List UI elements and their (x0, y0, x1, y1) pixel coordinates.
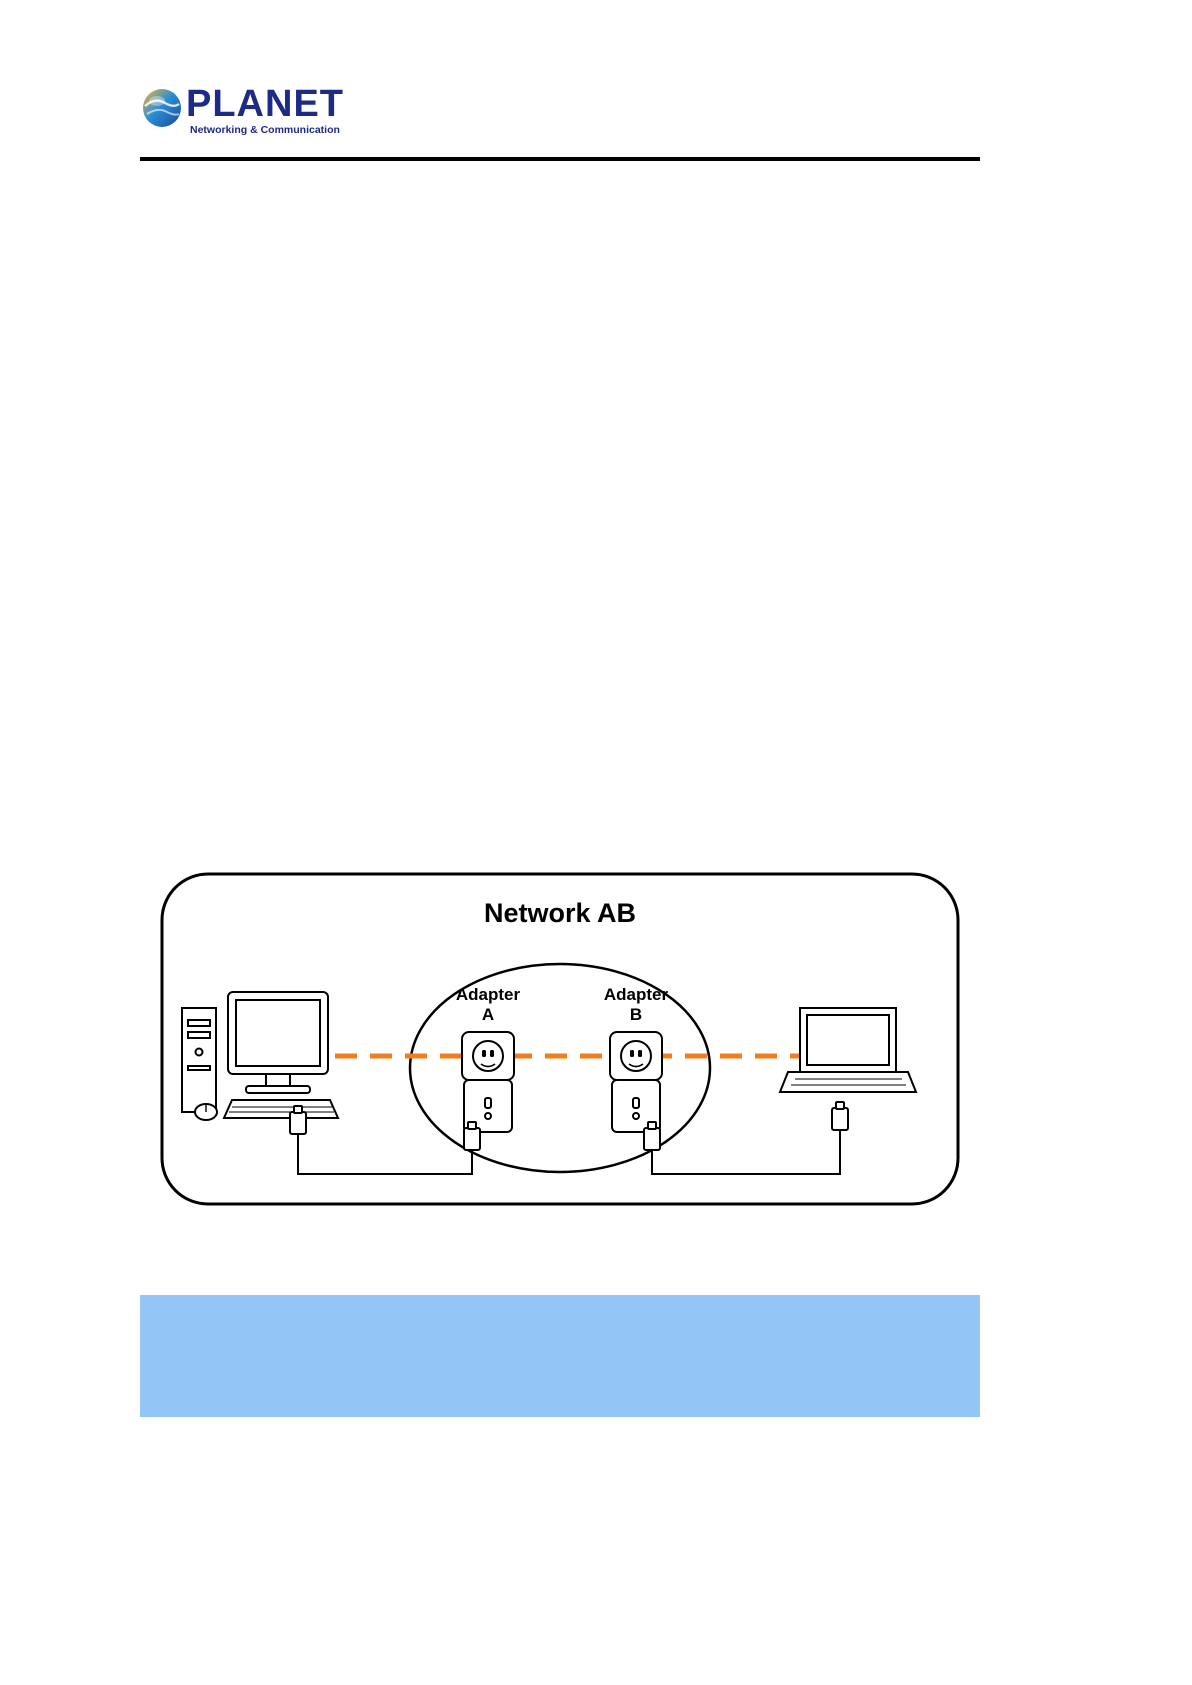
page-header (140, 70, 980, 160)
powerline-adapter-icon-b (610, 1032, 662, 1132)
note-callout-box (140, 1295, 980, 1417)
adapter-b-label-line2: B (629, 1005, 643, 1024)
powerline-adapter-icon-a (462, 1032, 514, 1132)
brand-tagline: Networking & Communication (190, 124, 340, 136)
network-diagram (140, 860, 980, 1220)
planet-logo (140, 82, 344, 140)
desktop-computer-icon (182, 1008, 216, 1112)
brand-name: PLANET (186, 83, 344, 125)
laptop-icon (780, 1008, 916, 1092)
figure-title-text: Network AB (483, 898, 637, 928)
adapter-a-label-line2: A (481, 1005, 495, 1024)
header-divider (140, 157, 980, 161)
planet-globe-logo-icon (140, 86, 184, 130)
adapter-a-label-line1: Adapter (455, 985, 521, 1004)
note-text (141, 1296, 979, 1324)
keyboard-icon (224, 1100, 338, 1118)
adapter-b-label-line1: Adapter (603, 985, 669, 1004)
mouse-icon (195, 1104, 217, 1120)
